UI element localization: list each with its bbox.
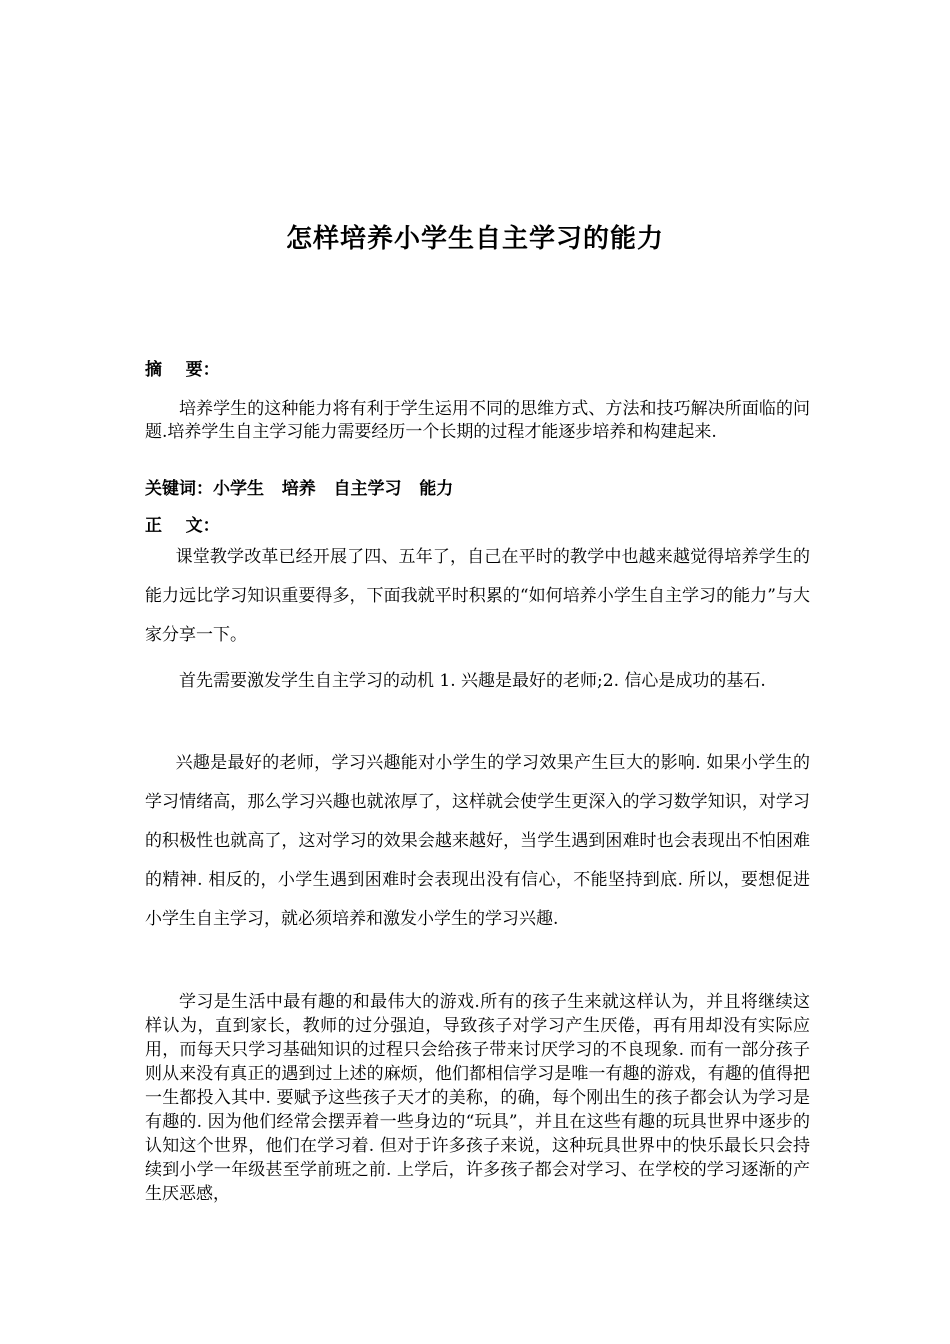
body-paragraph: 课堂教学改革已经开展了四、五年了，自己在平时的教学中也越来越觉得培养学生的能力远比学习知识重要得多，下面我就平时积累的“如何培养小学生自主学习的能力”与大家分享一下。	[145, 547, 810, 645]
abstract-label: 摘 要：	[145, 360, 220, 380]
body-paragraph: 兴趣是最好的老师，学习兴趣能对小学生的学习效果产生巨大的影响. 如果小学生的学习情绪高，那么学习兴趣也就浓厚了，这样就会使学生更深入的学习数学知识，对学习的积极性也就高了，这对学习的效果会越来越好，当学生遇到困难时也会表现出不怕困难的精神. 相反的，小学生遇到困难时会表现出没有信心，不能坚持到底. 所以，要想促进小学生自主学习，就必须培养和激发小学生的学习兴趣.	[145, 753, 810, 929]
document-title: 怎样培养小学生自主学习的能力	[285, 224, 664, 254]
body-paragraph: 学习是生活中最有趣的和最伟大的游戏.所有的孩子生来就这样认为，并且将继续这样认为，直到家长，教师的过分强迫，导致孩子对学习产生厌倦，再有用却没有实际应用，而每天只学习基础知识的过程只会给孩子带来讨厌学习的不良现象. 而有一部分孩子则从来没有真正的遇到过上述的麻烦，他们都相信学习是唯一有趣的游戏，有趣的值得把一生都投入其中. 要赋予这些孩子天才的美称，的确，每个刚出生的孩子都会认为学习是有趣的. 因为他们经常会摆弄着一些身边的“玩具”，并且在这些有趣的玩具世界中逐步的认知这个世界，他们在学习着. 但对于许多孩子来说，这种玩具世界中的快乐最长只会持续到小学一年级甚至学前班之前. 上学后，许多孩子都会对学习、在学校的学习逐渐的产生厌恶感，	[145, 992, 810, 1204]
abstract-text: 培养学生的这种能力将有利于学生运用不同的思维方式、方法和技巧解决所面临的问题.培养学生自主学习能力需要经历一个长期的过程才能逐步培养和构建起来.	[145, 399, 810, 442]
keywords-line: 关键词：小学生 培养 自主学习 能力	[145, 479, 454, 499]
body-label: 正 文：	[145, 516, 220, 536]
body-paragraph: 首先需要激发学生自主学习的动机 1. 兴趣是最好的老师;2. 信心是成功的基石.	[179, 671, 766, 691]
